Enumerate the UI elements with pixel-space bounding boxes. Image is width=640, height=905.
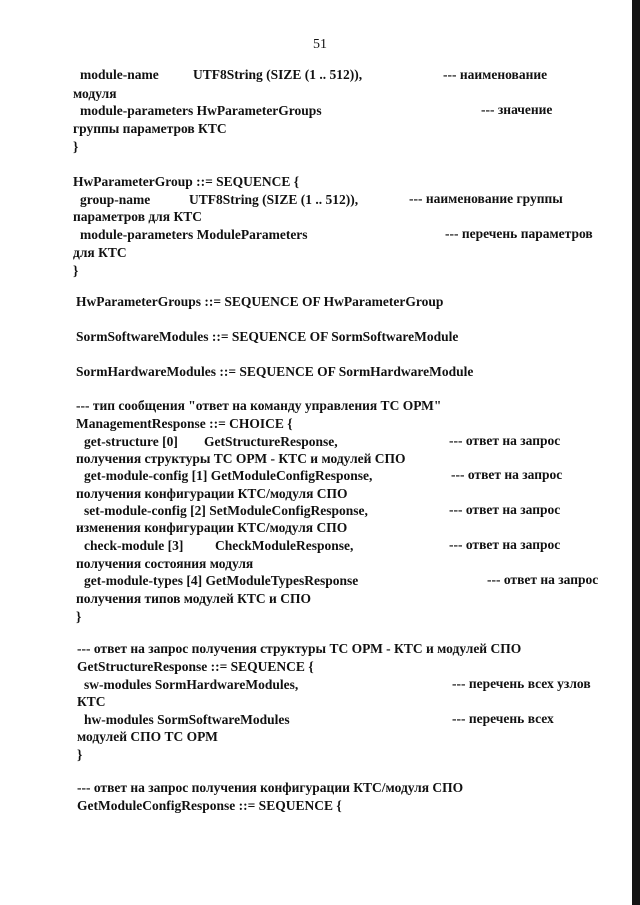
code-line: set-module-config [2] SetModuleConfigResponse, (84, 503, 368, 518)
code-line: HwParameterGroups ::= SEQUENCE OF HwParameterGroup (76, 294, 444, 309)
comment-line: --- ответ на запрос (449, 433, 561, 448)
code-line: } (73, 139, 79, 154)
code-line: } (73, 263, 79, 278)
code-line: } (76, 609, 82, 624)
code-line: check-module [3] (84, 538, 184, 553)
code-line: module-name (80, 67, 159, 82)
comment-line: для КТС (73, 245, 127, 260)
comment-line: получения типов модулей КТС и СПО (76, 591, 311, 606)
code-line: SormHardwareModules ::= SEQUENCE OF SormHardwareModule (76, 364, 474, 379)
comment-line: --- тип сообщения "ответ на команду управления ТС ОРМ" (76, 398, 442, 413)
comment-line: --- наименование (443, 67, 548, 82)
code-line: GetStructureResponse ::= SEQUENCE { (77, 659, 314, 674)
code-line: get-module-config [1] GetModuleConfigResponse, (84, 468, 373, 483)
scan-edge (632, 0, 640, 905)
code-line: module-parameters HwParameterGroups (80, 103, 322, 118)
comment-line: --- наименование группы (409, 191, 563, 206)
comment-line: --- ответ на запрос (449, 502, 561, 517)
code-line: group-name (80, 192, 151, 207)
comment-line: модулей СПО ТС ОРМ (77, 729, 218, 744)
comment-line: --- значение (481, 102, 553, 117)
code-line: ManagementResponse ::= CHOICE { (76, 416, 293, 431)
comment-line: --- ответ на запрос (487, 572, 599, 587)
comment-line: --- перечень параметров (445, 226, 593, 241)
comment-line: --- перечень всех (452, 711, 554, 726)
code-line: CheckModuleResponse, (215, 538, 354, 553)
comment-line: получения состояния модуля (76, 556, 254, 571)
comment-line: модуля (73, 86, 117, 101)
code-line: sw-modules SormHardwareModules, (84, 677, 299, 692)
code-line: SormSoftwareModules ::= SEQUENCE OF SormSoftwareModule (76, 329, 459, 344)
comment-line: параметров для КТС (73, 209, 202, 224)
comment-line: группы параметров КТС (73, 121, 227, 136)
comment-line: получения структуры ТС ОРМ - КТС и модулей СПО (76, 451, 406, 466)
code-line: HwParameterGroup ::= SEQUENCE { (73, 174, 300, 189)
comment-line: получения конфигурации КТС/модуля СПО (76, 486, 348, 501)
code-line: UTF8String (SIZE (1 .. 512)), (193, 67, 363, 82)
comment-line: изменения конфигурации КТС/модуля СПО (76, 520, 348, 535)
comment-line: --- ответ на запрос получения конфигурации КТС/модуля СПО (77, 780, 464, 795)
comment-line: --- ответ на запрос (449, 537, 561, 552)
comment-line: --- ответ на запрос получения структуры ТС ОРМ - КТС и модулей СПО (77, 641, 522, 656)
code-line: UTF8String (SIZE (1 .. 512)), (189, 192, 359, 207)
code-line: } (77, 747, 83, 762)
code-line: get-module-types [4] GetModuleTypesResponse (84, 573, 359, 588)
code-line: GetStructureResponse, (204, 434, 338, 449)
code-line: GetModuleConfigResponse ::= SEQUENCE { (77, 798, 342, 813)
page-number: 51 (313, 37, 327, 52)
comment-line: КТС (77, 694, 106, 709)
comment-line: --- перечень всех узлов (452, 676, 591, 691)
code-line: hw-modules SormSoftwareModules (84, 712, 290, 727)
code-line: get-structure [0] (84, 434, 178, 449)
comment-line: --- ответ на запрос (451, 467, 563, 482)
code-line: module-parameters ModuleParameters (80, 227, 308, 242)
